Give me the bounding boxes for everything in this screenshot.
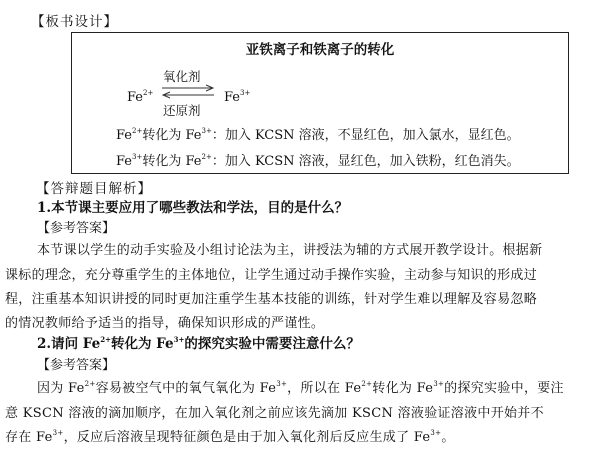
- answer-2-line-1: 因为 $Fe^{2+}$容易被空气中的氧气氧化为 $Fe^{3+}$，所以在 $Fe^{2+}$转化为 $Fe^{3+}$的探究实验中，要注: [37, 380, 564, 396]
- answer-1-line-1: 本节课以学生的动手实验及小组讨论法为主，讲授法为辅的方式展开教学设计。根据新: [37, 243, 543, 258]
- fe3-label: $Fe^{3+}$: [224, 89, 251, 105]
- equilibrium-arrows-icon: [160, 84, 216, 100]
- board-box: [71, 32, 569, 174]
- board-line-2: $Fe^{3+}$转化为 $Fe^{2+}$：加入 KCSN 溶液，显红色，加入铁粉，红色消失。: [116, 153, 520, 169]
- question-1: 1.本节课主要应用了哪些教法和学法，目的是什么？: [37, 200, 349, 216]
- answer-1-line-2: 课标的理念，充分尊重学生的主体地位，让学生通过动手操作实验，主动参与知识的形成过: [5, 268, 538, 283]
- reductant-label: 还原剂: [163, 103, 201, 118]
- oxidant-label: 氧化剂: [163, 69, 201, 84]
- analysis-heading: 【答辩题目解析】: [36, 181, 152, 197]
- answer-2-line-3: 存在 $Fe^{3+}$，反应后溶液呈现特征颜色是由于加入氧化剂后反应生成了 $Fe^{3+}$。: [5, 429, 455, 445]
- answer-1-line-3: 程，注重基本知识讲授的同时更加注重学生基本技能的训练，针对学生难以理解及容易忽略: [5, 292, 538, 307]
- fe2-label: $Fe^{2+}$: [127, 89, 154, 105]
- board-title: 亚铁离子和铁离子的转化: [245, 42, 395, 58]
- answer-1-line-4: 的情况教师给予适当的指导，确保知识形成的严谨性。: [5, 316, 325, 331]
- reference-answer-label-1: 【参考答案】: [37, 221, 116, 236]
- answer-2-line-2: 意 KSCN 溶液的滴加顺序，在加入氧化剂之前应该先滴加 KSCN 溶液验证溶液中开始并不: [5, 406, 544, 421]
- board-line-1: $Fe^{2+}$转化为 $Fe^{3+}$：加入 KCSN 溶液，不显红色，加入氯水，显红色。: [116, 127, 520, 143]
- question-2: 2.请问 $Fe^{2+}$转化为 $Fe^{3+}$的探究实验中需要注意什么？: [37, 335, 360, 352]
- reference-answer-label-2: 【参考答案】: [37, 358, 116, 373]
- board-design-heading: 【板书设计】: [31, 14, 118, 30]
